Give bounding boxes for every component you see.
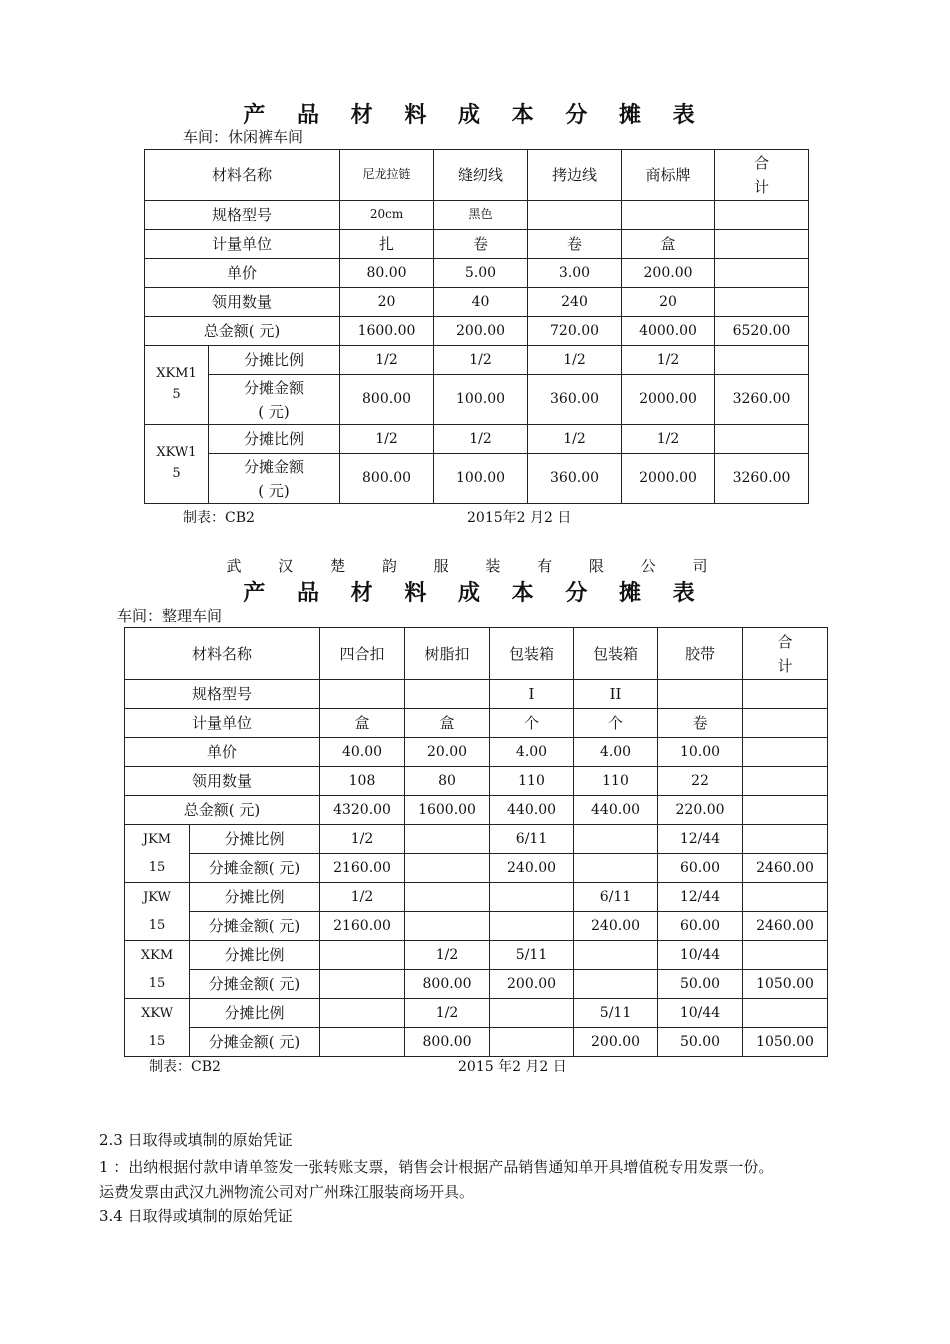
- cell: [743, 680, 828, 709]
- cell: 10/44: [658, 999, 743, 1028]
- cell: 22: [658, 767, 743, 796]
- cell: [715, 259, 809, 288]
- cell: 盒: [622, 230, 715, 259]
- cell: 220.00: [658, 796, 743, 825]
- cell: [574, 970, 658, 999]
- table1-maker: 制表：CB2: [183, 510, 255, 526]
- cell: 1/2: [340, 425, 434, 454]
- product-ratio-row: [125, 941, 828, 970]
- product-amount-row: [145, 454, 809, 504]
- table1-cost-allocation: [144, 149, 809, 504]
- table2-cost-allocation: [124, 627, 828, 1057]
- cell: 80.00: [340, 259, 434, 288]
- table1-workshop: 车间：休闲裤车间: [183, 128, 304, 146]
- cell: [715, 346, 809, 375]
- product-amount-row: [125, 912, 828, 941]
- cell: [715, 230, 809, 259]
- table2-title: 产 品 材 料 成 本 分 摊 表: [243, 581, 707, 606]
- cell: 800.00: [405, 1028, 490, 1057]
- cell: [622, 201, 715, 230]
- cell: 2160.00: [320, 854, 405, 883]
- unit-row: [145, 230, 809, 259]
- row-label: 分摊比例: [190, 883, 320, 912]
- price-row: [145, 259, 809, 288]
- cell: 3.00: [528, 259, 622, 288]
- row-label: 计量单位: [125, 709, 320, 738]
- cell: [743, 883, 828, 912]
- product-ratio-row: [145, 346, 809, 375]
- unit-row: [125, 709, 828, 738]
- material-name: 缝纫线: [434, 150, 528, 201]
- cell: [743, 796, 828, 825]
- row-label: 规格型号: [145, 201, 340, 230]
- cell: 1050.00: [743, 1028, 828, 1057]
- cell: 6520.00: [715, 317, 809, 346]
- product-code: JKM 15: [125, 825, 190, 883]
- cell: 440.00: [490, 796, 574, 825]
- row-label: 总金额( 元): [125, 796, 320, 825]
- cell: 1/2: [434, 346, 528, 375]
- cell: 6/11: [574, 883, 658, 912]
- spec-row: [145, 201, 809, 230]
- cell: 1/2: [320, 825, 405, 854]
- product-code: XKW 15: [125, 999, 190, 1057]
- cell: 5/11: [490, 941, 574, 970]
- cell: 1/2: [434, 425, 528, 454]
- cell: 黑色: [434, 201, 528, 230]
- material-name-label: 材料名称: [145, 150, 340, 201]
- cell: 50.00: [658, 970, 743, 999]
- cell: 100.00: [434, 454, 528, 504]
- cell: [405, 854, 490, 883]
- row-label: 单价: [145, 259, 340, 288]
- row-label: 领用数量: [145, 288, 340, 317]
- cell: [715, 201, 809, 230]
- row-label: 总金额( 元): [145, 317, 340, 346]
- product-code: XKM1 5: [145, 346, 209, 425]
- cell: 200.00: [490, 970, 574, 999]
- cell: [405, 912, 490, 941]
- cell: [405, 883, 490, 912]
- row-label: 分摊金额( 元): [190, 970, 320, 999]
- cell: [490, 883, 574, 912]
- row-label: 规格型号: [125, 680, 320, 709]
- cell: [715, 288, 809, 317]
- row-label: 分摊金额( 元): [190, 854, 320, 883]
- row-label: 领用数量: [125, 767, 320, 796]
- cell: 200.00: [434, 317, 528, 346]
- cell: 4320.00: [320, 796, 405, 825]
- price-row: [125, 738, 828, 767]
- cell: 100.00: [434, 375, 528, 425]
- note-line-1: 2.3 日取得或填制的原始凭证: [99, 1131, 293, 1149]
- row-label: 单价: [125, 738, 320, 767]
- material-name: 尼龙拉链: [340, 150, 434, 201]
- cell: 1/2: [320, 883, 405, 912]
- amount-row: [145, 317, 809, 346]
- cell: 1600.00: [405, 796, 490, 825]
- material-name: 包装箱: [490, 628, 574, 680]
- product-code: JKW 15: [125, 883, 190, 941]
- cell: [320, 941, 405, 970]
- cell: [743, 767, 828, 796]
- product-ratio-row: [125, 999, 828, 1028]
- cell: I: [490, 680, 574, 709]
- cell: [743, 709, 828, 738]
- note-line-2: 1 ：出纳根据付款申请单签发一张转账支票，销售会计根据产品销售通知单开具增值税专用发票一份。: [99, 1158, 774, 1176]
- spec-row: [125, 680, 828, 709]
- row-label: 分摊金额 ( 元): [209, 375, 340, 425]
- cell: 240.00: [574, 912, 658, 941]
- cell: 360.00: [528, 375, 622, 425]
- cell: [320, 1028, 405, 1057]
- cell: [405, 680, 490, 709]
- cell: 卷: [434, 230, 528, 259]
- cell: 卷: [658, 709, 743, 738]
- product-code: XKM 15: [125, 941, 190, 999]
- qty-row: [145, 288, 809, 317]
- cell: 40: [434, 288, 528, 317]
- product-code: XKW1 5: [145, 425, 209, 504]
- cell: 1/2: [528, 425, 622, 454]
- cell: 1050.00: [743, 970, 828, 999]
- cell: [490, 1028, 574, 1057]
- row-label: 分摊比例: [209, 425, 340, 454]
- cell: 1/2: [405, 999, 490, 1028]
- cell: [574, 941, 658, 970]
- cell: [658, 680, 743, 709]
- cell: [320, 970, 405, 999]
- cell: 110: [574, 767, 658, 796]
- cell: 110: [490, 767, 574, 796]
- cell: 4.00: [574, 738, 658, 767]
- note-line-3: 运费发票由武汉九洲物流公司对广州珠江服装商场开具。: [99, 1183, 475, 1201]
- cell: 200.00: [574, 1028, 658, 1057]
- table2-header-row: [125, 628, 828, 680]
- row-label: 分摊金额 ( 元): [209, 454, 340, 504]
- product-amount-row: [125, 970, 828, 999]
- cell: 20: [340, 288, 434, 317]
- row-label: 计量单位: [145, 230, 340, 259]
- cell: [574, 854, 658, 883]
- cell: 扎: [340, 230, 434, 259]
- cell: 卷: [528, 230, 622, 259]
- cell: 5.00: [434, 259, 528, 288]
- cell: [743, 999, 828, 1028]
- product-amount-row: [145, 375, 809, 425]
- material-name: 四合扣: [320, 628, 405, 680]
- cell: 800.00: [340, 375, 434, 425]
- cell: 1/2: [622, 425, 715, 454]
- cell: 2460.00: [743, 854, 828, 883]
- cell: 1/2: [622, 346, 715, 375]
- cell: 3260.00: [715, 375, 809, 425]
- cell: 个: [574, 709, 658, 738]
- cell: [743, 941, 828, 970]
- table1-title: 产 品 材 料 成 本 分 摊 表: [243, 103, 707, 128]
- cell: 4000.00: [622, 317, 715, 346]
- cell: [715, 425, 809, 454]
- cell: [490, 999, 574, 1028]
- cell: 1/2: [528, 346, 622, 375]
- cell: 12/44: [658, 883, 743, 912]
- qty-row: [125, 767, 828, 796]
- cell: II: [574, 680, 658, 709]
- cell: 60.00: [658, 912, 743, 941]
- material-name: 商标牌: [622, 150, 715, 201]
- cell: 360.00: [528, 454, 622, 504]
- cell: [743, 738, 828, 767]
- cell: 2160.00: [320, 912, 405, 941]
- total-header: 合 计: [743, 628, 828, 680]
- cell: 10/44: [658, 941, 743, 970]
- table2-footer: [0, 1056, 950, 1076]
- product-ratio-row: [145, 425, 809, 454]
- cell: [320, 680, 405, 709]
- cell: 800.00: [340, 454, 434, 504]
- total-header: 合 计: [715, 150, 809, 201]
- cell: [490, 912, 574, 941]
- product-ratio-row: [125, 825, 828, 854]
- cell: [574, 825, 658, 854]
- row-label: 分摊金额( 元): [190, 1028, 320, 1057]
- cell: 个: [490, 709, 574, 738]
- cell: 盒: [320, 709, 405, 738]
- material-name: 树脂扣: [405, 628, 490, 680]
- table2-workshop: 车间：整理车间: [117, 607, 223, 625]
- amount-row: [125, 796, 828, 825]
- cell: 60.00: [658, 854, 743, 883]
- cell: 2460.00: [743, 912, 828, 941]
- product-ratio-row: [125, 883, 828, 912]
- cell: 800.00: [405, 970, 490, 999]
- table1-header-row: [145, 150, 809, 201]
- row-label: 分摊金额( 元): [190, 912, 320, 941]
- cell: 20cm: [340, 201, 434, 230]
- cell: [405, 825, 490, 854]
- cell: 240.00: [490, 854, 574, 883]
- cell: 4.00: [490, 738, 574, 767]
- material-name: 胶带: [658, 628, 743, 680]
- cell: 1/2: [405, 941, 490, 970]
- row-label: 分摊比例: [190, 941, 320, 970]
- material-name: 拷边线: [528, 150, 622, 201]
- cell: 10.00: [658, 738, 743, 767]
- material-name: 包装箱: [574, 628, 658, 680]
- cell: 440.00: [574, 796, 658, 825]
- cell: 2000.00: [622, 375, 715, 425]
- cell: 80: [405, 767, 490, 796]
- cell: 20.00: [405, 738, 490, 767]
- product-amount-row: [125, 854, 828, 883]
- cell: 3260.00: [715, 454, 809, 504]
- cell: 200.00: [622, 259, 715, 288]
- cell: 240: [528, 288, 622, 317]
- cell: 盒: [405, 709, 490, 738]
- product-amount-row: [125, 1028, 828, 1057]
- row-label: 分摊比例: [190, 825, 320, 854]
- cell: 50.00: [658, 1028, 743, 1057]
- material-name-label: 材料名称: [125, 628, 320, 680]
- cell: 5/11: [574, 999, 658, 1028]
- note-line-4: 3.4 日取得或填制的原始凭证: [99, 1207, 293, 1225]
- cell: 12/44: [658, 825, 743, 854]
- cell: 2000.00: [622, 454, 715, 504]
- cell: [743, 825, 828, 854]
- cell: 720.00: [528, 317, 622, 346]
- table1-date: 2015年2 月2 日: [467, 510, 572, 526]
- cell: 40.00: [320, 738, 405, 767]
- cell: 1/2: [340, 346, 434, 375]
- cell: [320, 999, 405, 1028]
- cell: 20: [622, 288, 715, 317]
- cell: 1600.00: [340, 317, 434, 346]
- cell: 108: [320, 767, 405, 796]
- table2-maker: 制表：CB2: [149, 1059, 221, 1075]
- table2-date: 2015 年2 月2 日: [458, 1059, 567, 1075]
- row-label: 分摊比例: [190, 999, 320, 1028]
- company-name: 武 汉 楚 韵 服 装 有 限 公 司: [226, 557, 724, 575]
- table1-footer: [0, 507, 950, 527]
- cell: [528, 201, 622, 230]
- cell: 6/11: [490, 825, 574, 854]
- row-label: 分摊比例: [209, 346, 340, 375]
